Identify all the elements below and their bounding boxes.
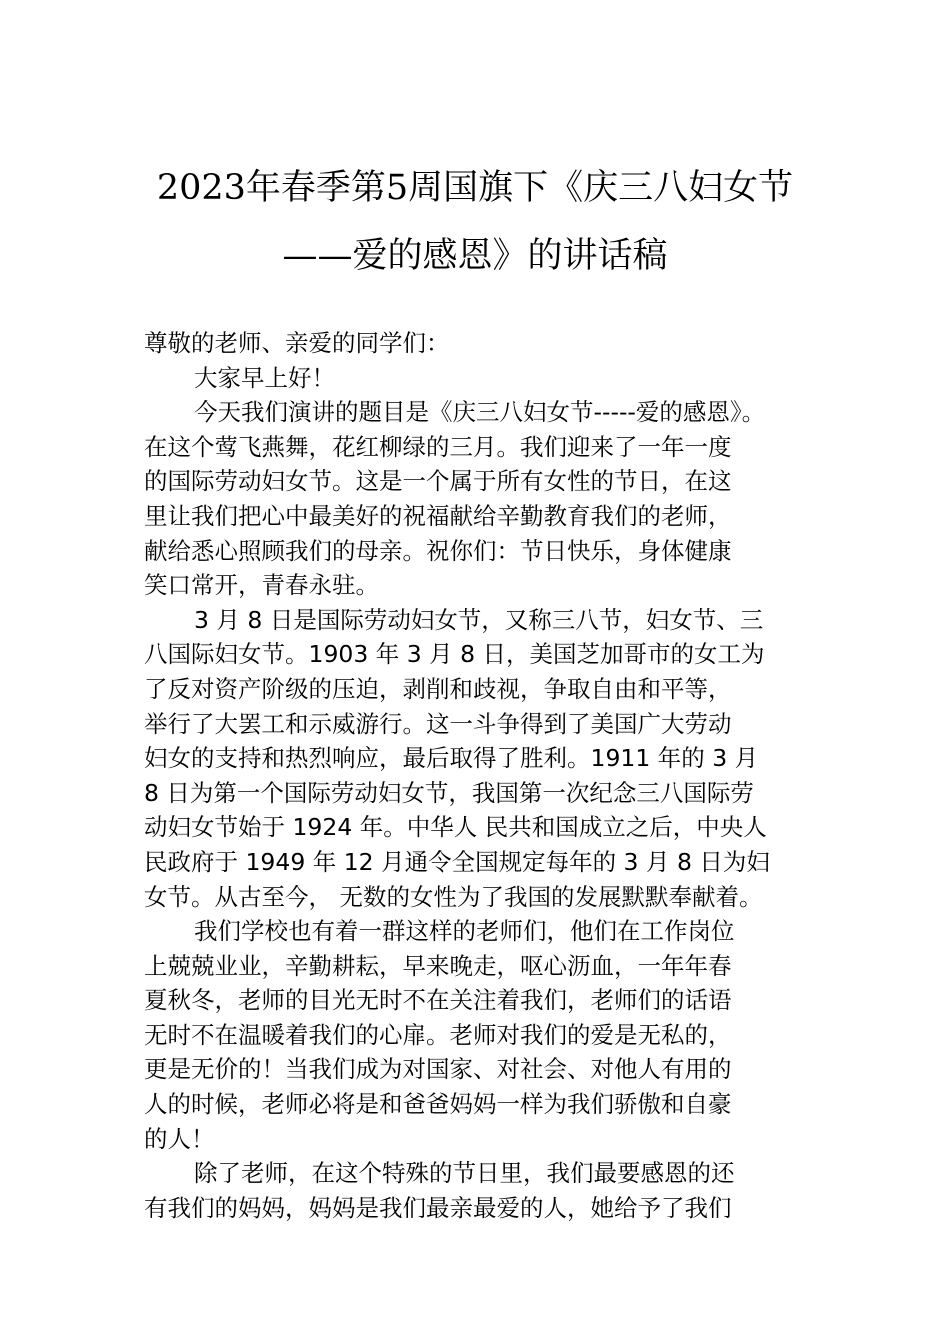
text-line: 妇女的支持和热烈响应，最后取得了胜利。1911 年的 3 月 bbox=[144, 744, 759, 773]
text-line: 了反对资产阶级的压迫，剥削和歧视，争取自由和平等， bbox=[144, 674, 732, 703]
text-line: 上兢兢业业，辛勤耕耘，早来晚走，呕心沥血，一年年春 bbox=[144, 951, 732, 980]
text-line: 的国际劳动妇女节。这是一个属于所有女性的节日，在这 bbox=[144, 467, 732, 496]
text-line: 除了老师，在这个特殊的节日里，我们最要感恩的还 bbox=[194, 1159, 735, 1188]
text-line: 在这个莺飞燕舞，花红柳绿的三月。我们迎来了一年一度 bbox=[144, 432, 732, 461]
title-line-1: 2023年春季第5周国旗下《庆三八妇女节 bbox=[156, 168, 794, 208]
text-line: 八国际妇女节。1903 年 3 月 8 日，美国芝加哥市的女工为 bbox=[144, 640, 765, 669]
text-line: 人的时候，老师必将是和爸爸妈妈一样为我们骄傲和自豪 bbox=[144, 1090, 732, 1119]
text-line: 有我们的妈妈，妈妈是我们最亲最爱的人，她给予了我们 bbox=[144, 1193, 732, 1222]
text-line: 献给悉心照顾我们的母亲。祝你们：节日快乐，身体健康 bbox=[144, 536, 732, 565]
text-line: 尊敬的老师、亲爱的同学们： bbox=[144, 329, 450, 357]
text-line: 更是无价的！当我们成为对国家、对社会、对他人有用的 bbox=[144, 1055, 732, 1084]
text-line: 里让我们把心中最美好的祝福献给辛勤教育我们的老师， bbox=[144, 501, 732, 530]
text-line: 3 月 8 日是国际劳动妇女节，又称三八节，妇女节、三 bbox=[194, 605, 764, 634]
text-line: 女节。从古至今， 无数的女性为了我国的发展默默奉献着。 bbox=[144, 882, 763, 911]
text-line: 无时不在温暖着我们的心扉。老师对我们的爱是无私的， bbox=[144, 1020, 732, 1049]
text-line: 笑口常开，青春永驻。 bbox=[144, 571, 379, 600]
text-line: 我们学校也有着一群这样的老师们，他们在工作岗位 bbox=[194, 917, 735, 946]
text-line: 夏秋冬，老师的目光无时不在关注着我们，老师们的话语 bbox=[144, 986, 732, 1015]
text-line: 8 日为第一个国际劳动妇女节，我国第一次纪念三八国际劳 bbox=[144, 778, 754, 807]
text-line: 民政府于 1949 年 12 月通令全国规定每年的 3 月 8 日为妇 bbox=[144, 847, 770, 876]
text-line: 举行了大罢工和示威游行。这一斗争得到了美国广大劳动 bbox=[144, 709, 732, 738]
title-line-2: ——爱的感恩》的讲话稿 bbox=[282, 236, 668, 276]
text-line: 的人！ bbox=[144, 1124, 215, 1153]
text-line: 动妇女节始于 1924 年。中华人 民共和国成立之后，中央人 bbox=[144, 813, 767, 842]
text-line: 大家早上好！ bbox=[194, 363, 335, 392]
text-line: 今天我们演讲的题目是《庆三八妇女节-----爱的感恩》。 bbox=[194, 398, 766, 427]
speech-body bbox=[144, 326, 814, 1225]
